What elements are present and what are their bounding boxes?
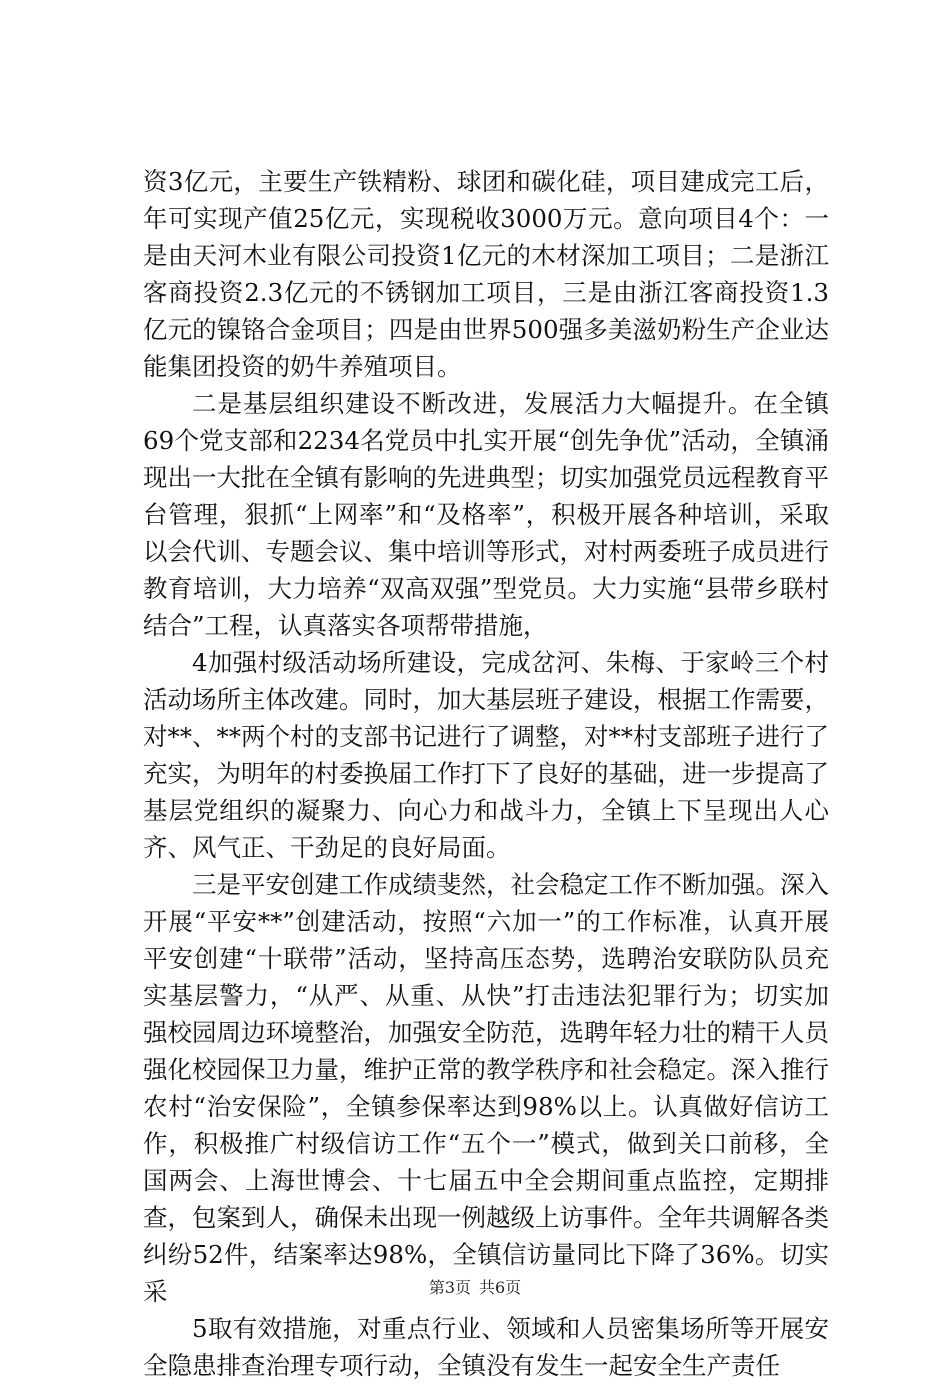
paragraph-1: 资3亿元，主要生产铁精粉、球团和碳化硅，项目建成完工后，年可实现产值25亿元，实现税收3000万元。意向项目4个：一是由天河木业有限公司投资1亿元的木材深加工项目；二是浙江客商投资2.3亿元的不锈钢加工项目，三是由浙江客商投资1.3亿元的镍铬合金项目；四是由世界500强多美滋奶粉生产企业达能集团投资的奶牛养殖项目。 bbox=[143, 167, 829, 381]
page-number: 第3页 bbox=[428, 1278, 471, 1297]
document-body bbox=[143, 163, 829, 1384]
page-footer bbox=[0, 1275, 950, 1298]
page-total: 共6页 bbox=[479, 1278, 522, 1297]
paragraph-2: 二是基层组织建设不断改进，发展活力大幅提升。在全镇69个党支部和2234名党员中扎实开展“创先争优”活动，全镇涌现出一大批在全镇有影响的先进典型；切实加强党员远程教育平台管理，狠抓“上网率”和“及格率”，积极开展各种培训，采取以会代训、专题会议、集中培训等形式，对村两委班子成员进行教育培训，大力培养“双高双强”型党员。大力实施“县带乡联村结合”工程，认真落实各项帮带措施， bbox=[143, 389, 829, 640]
paragraph-5: 5取有效措施，对重点行业、领域和人员密集场所等开展安全隐患排查治理专项行动，全镇没有发生一起安全生产责任 bbox=[143, 1314, 829, 1380]
paragraph-4: 三是平安创建工作成绩斐然，社会稳定工作不断加强。深入开展“平安**”创建活动，按照“六加一”的工作标准，认真开展平安创建“十联带”活动，坚持高压态势，选聘治安联防队员充实基层警力，“从严、从重、从快”打击违法犯罪行为；切实加强校园周边环境整治，加强安全防范，选聘年轻力壮的精干人员强化校园保卫力量，维护正常的教学秩序和社会稳定。深入推行农村“治安保险”，全镇参保率达到98%以上。认真做好信访工作，积极推广村级信访工作“五个一”模式，做到关口前移，全国两会、上海世博会、十七届五中全会期间重点监控，定期排查，包案到人，确保未出现一例越级上访事件。全年共调解各类纠纷52件，结案率达98%，全镇信访量同比下降了36%。切实采 bbox=[143, 870, 829, 1306]
paragraph-3: 4加强村级活动场所建设，完成岔河、朱梅、于家岭三个村活动场所主体改建。同时，加大基层班子建设，根据工作需要，对**、**两个村的支部书记进行了调整，对**村支部班子进行了充实，为明年的村委换届工作打下了良好的基础，进一步提高了基层党组织的凝聚力、向心力和战斗力，全镇上下呈现出人心齐、风气正、干劲足的良好局面。 bbox=[143, 648, 829, 862]
